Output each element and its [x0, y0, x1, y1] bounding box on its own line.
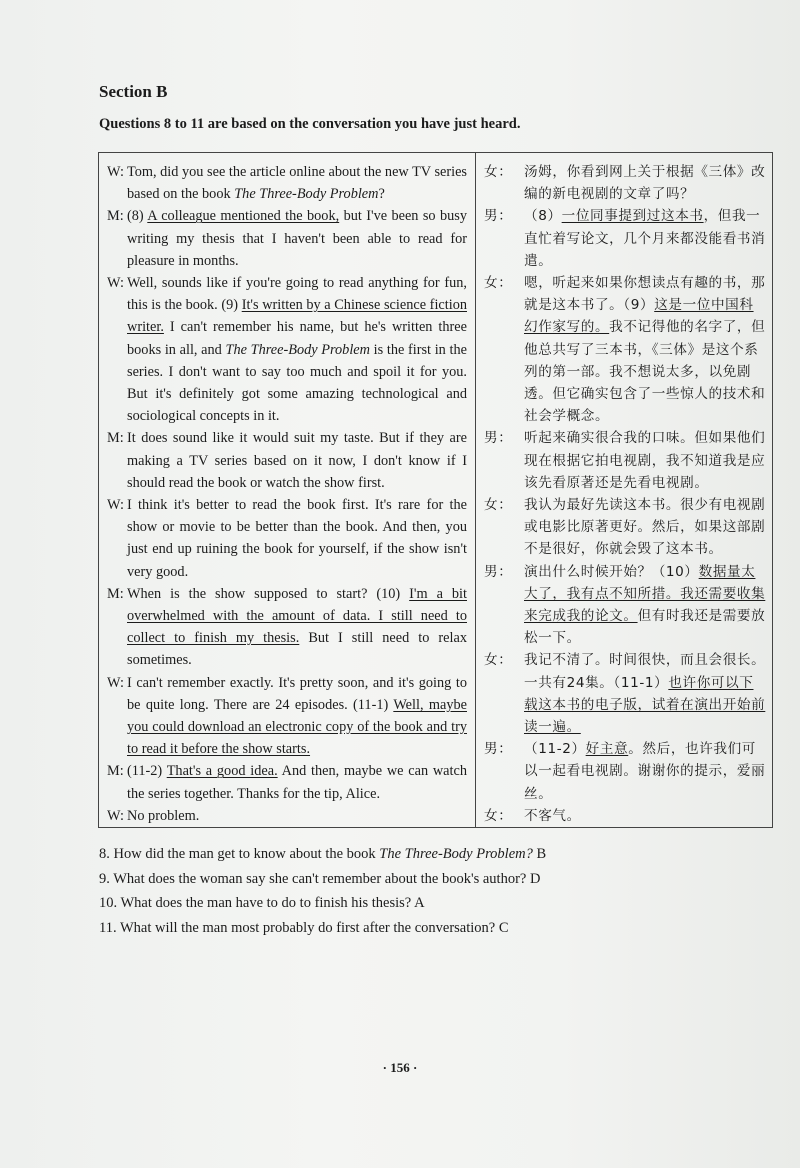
- speaker-label: 男：: [484, 741, 513, 758]
- page-number: · 156 ·: [382, 1060, 418, 1075]
- text-segment: 汤姆，你看到网上关于根据《三体》改编的新电视剧的文章了吗？: [524, 164, 766, 203]
- text-segment: It does sound like it would suit my taste. But if they are making a TV series based on it now, I don't know if I should read the book or watch the show first.: [127, 430, 467, 491]
- italic-title-text: The Three-Body Problem: [225, 341, 370, 358]
- utterance-text: [107, 494, 467, 583]
- dialogue-turn: [107, 583, 467, 672]
- speaker-label: 男：: [484, 563, 513, 580]
- text-segment: No problem.: [127, 807, 200, 824]
- text-segment: 8. How did the man get to know about the book: [99, 846, 380, 862]
- speaker-label: 男：: [484, 208, 513, 225]
- utterance-text: [107, 583, 467, 672]
- text-segment: I can't remember his name, but he's written three books in all, and: [127, 319, 467, 358]
- text-segment: 9. What does the woman say she can't remember about the book's author? D: [99, 870, 541, 887]
- dialogue-turn: [107, 427, 467, 494]
- instruction-text: Questions 8 to 11 are based on the conversation you have just heard.: [99, 116, 521, 132]
- translation-turn: [484, 272, 766, 427]
- underlined-answer-text: A colleague mentioned the book,: [147, 208, 340, 225]
- speaker-label: 女：: [484, 652, 513, 669]
- dialogue-turn: [107, 272, 467, 427]
- translation-turn: [484, 561, 766, 650]
- underlined-answer-text: 一位同事提到过这本书: [561, 208, 704, 225]
- underlined-answer-text: 数据量太大了，我有点不知所措。我还需要收集来完成我的论文。: [524, 563, 766, 625]
- text-segment: 嗯，听起来如果你想读点有趣的书，那就是这本书了。（9）: [524, 275, 766, 314]
- speaker-label: 男：: [484, 430, 513, 447]
- underlined-answer-text: 这是一位中国科幻作家写的。: [524, 297, 754, 336]
- translation-turn: [484, 805, 766, 827]
- underlined-answer-text: 也许你可以下载这本书的电子版，试着在演出开始前读一遍。: [524, 674, 766, 736]
- text-segment: Well, sounds like if you're going to read anything for fun, this is the book. (9): [127, 275, 467, 314]
- text-segment: 10. What does the man have to do to finish his thesis? A: [99, 895, 425, 912]
- text-segment: B: [532, 846, 547, 862]
- text-segment: 。然后，也许我们可以一起看电视剧。谢谢你的提示，爱丽丝。: [524, 741, 766, 802]
- text-segment: (8): [127, 208, 148, 225]
- text-segment: 听起来确实很合我的口味。但如果他们现在根据它拍电视剧，我不知道我是应该先看原著还是先看电视剧。: [524, 430, 766, 491]
- utterance-text: [484, 561, 766, 650]
- section-title: Section B: [99, 82, 168, 101]
- text-segment: 但有时我还是需要放松一下。: [524, 608, 766, 647]
- speaker-label: W:: [107, 497, 124, 514]
- text-segment: （8）: [524, 208, 562, 225]
- text-segment: I can't remember exactly. It's pretty soon, and it's going to be quite long. There are 24 episodes. (11-1): [127, 674, 467, 713]
- speaker-label: W:: [107, 674, 124, 691]
- text-segment: ?: [378, 186, 385, 203]
- utterance-text: [484, 205, 766, 272]
- utterance-text: [107, 672, 467, 761]
- text-segment: ，但我一直忙着写论文，几个月来都没能看书消遣。: [524, 208, 766, 269]
- speaker-label: M:: [107, 430, 124, 447]
- speaker-label: M:: [107, 208, 124, 225]
- utterance-text: [107, 760, 467, 804]
- text-segment: is the first in the series. I don't want to say too much and spoil it for you. But it's definitely got some amazing technological and sociological concepts in it.: [127, 341, 467, 425]
- text-segment: But I still need to relax sometimes.: [127, 630, 467, 669]
- text-segment: 不客气。: [524, 807, 581, 824]
- speaker-label: 女：: [484, 164, 513, 180]
- dialogue-turn: [107, 760, 467, 804]
- english-transcript-column: [99, 153, 476, 827]
- utterance-text: [484, 649, 766, 738]
- utterance-text: [107, 161, 467, 205]
- utterance-text: [484, 272, 766, 427]
- italic-title-text: The Three-Body Problem: [234, 186, 379, 203]
- text-segment: Tom, did you see the article online about the new TV series based on the book: [127, 164, 467, 203]
- underlined-answer-text: 好主意: [585, 741, 629, 758]
- utterance-text: [484, 738, 766, 805]
- text-segment: （11-2）: [524, 741, 586, 758]
- transcript-table: [98, 152, 773, 828]
- translation-turn: [484, 738, 766, 805]
- dialogue-turn: [107, 205, 467, 272]
- question-item: [99, 891, 546, 916]
- question-item: [99, 867, 546, 892]
- utterance-text: [484, 427, 766, 494]
- speaker-label: W:: [107, 164, 124, 180]
- speaker-label: 女：: [484, 497, 513, 514]
- text-segment: 我记不清了。时间很快，而且会很长。一共有24集。（11-1）: [524, 652, 766, 691]
- utterance-text: [107, 427, 467, 494]
- question-item: [99, 842, 546, 867]
- dialogue-turn: [107, 161, 467, 205]
- text-segment: And then, maybe we can watch the series together. Thanks for the tip, Alice.: [127, 763, 467, 802]
- text-segment: When is the show supposed to start? (10): [127, 585, 410, 602]
- text-segment: (11-2): [127, 763, 167, 780]
- dialogue-turn: [107, 672, 467, 761]
- utterance-text: [484, 805, 766, 827]
- translation-turn: [484, 494, 766, 561]
- text-segment: 11. What will the man most probably do first after the conversation? C: [99, 919, 509, 936]
- underlined-answer-text: That's a good idea.: [166, 763, 278, 780]
- utterance-text: [107, 805, 467, 827]
- dialogue-turn: [107, 805, 467, 827]
- utterance-text: [484, 494, 766, 561]
- speaker-label: M:: [107, 763, 124, 780]
- speaker-label: W:: [107, 275, 124, 292]
- questions-list: [99, 842, 546, 940]
- underlined-answer-text: Well, maybe you could download an electronic copy of the book and try to read it before the show starts.: [127, 696, 467, 758]
- text-segment: 我不记得他的名字了，但他总共写了三本书，《三体》是这个系列的第一部。我不想说太多，以免剧透。但它确实包含了一些惊人的技术和社会学概念。: [524, 319, 766, 425]
- text-segment: 我认为最好先读这本书。很少有电视剧或电影比原著更好。然后，如果这部剧不是很好，你就会毁了这本书。: [524, 497, 766, 558]
- text-segment: 演出什么时候开始？（10）: [524, 563, 699, 580]
- translation-turn: [484, 205, 766, 272]
- text-segment: I think it's better to read the book first. It's rare for the show or movie to be better than the book. And then, you just end up ruining the book for yourself, if the show isn't very good.: [127, 497, 467, 580]
- italic-title-text: The Three-Body Problem?: [379, 846, 533, 862]
- underlined-answer-text: It's written by a Chinese science fiction writer.: [127, 297, 467, 336]
- speaker-label: M:: [107, 585, 124, 602]
- translation-turn: [484, 427, 766, 494]
- speaker-label: W:: [107, 807, 124, 824]
- question-item: [99, 916, 546, 941]
- text-segment: but I've been so busy writing my thesis that I haven't been able to read for pleasure in months.: [127, 208, 467, 269]
- speaker-label: 女：: [484, 807, 513, 824]
- translation-turn: [484, 649, 766, 738]
- utterance-text: [107, 272, 467, 427]
- dialogue-turn: [107, 494, 467, 583]
- translation-turn: [484, 161, 766, 205]
- underlined-answer-text: I'm a bit overwhelmed with the amount of data. I still need to collect to finish my thesis.: [127, 585, 467, 647]
- chinese-translation-column: [476, 153, 772, 827]
- utterance-text: [107, 205, 467, 272]
- speaker-label: 女：: [484, 275, 513, 292]
- utterance-text: [484, 161, 766, 205]
